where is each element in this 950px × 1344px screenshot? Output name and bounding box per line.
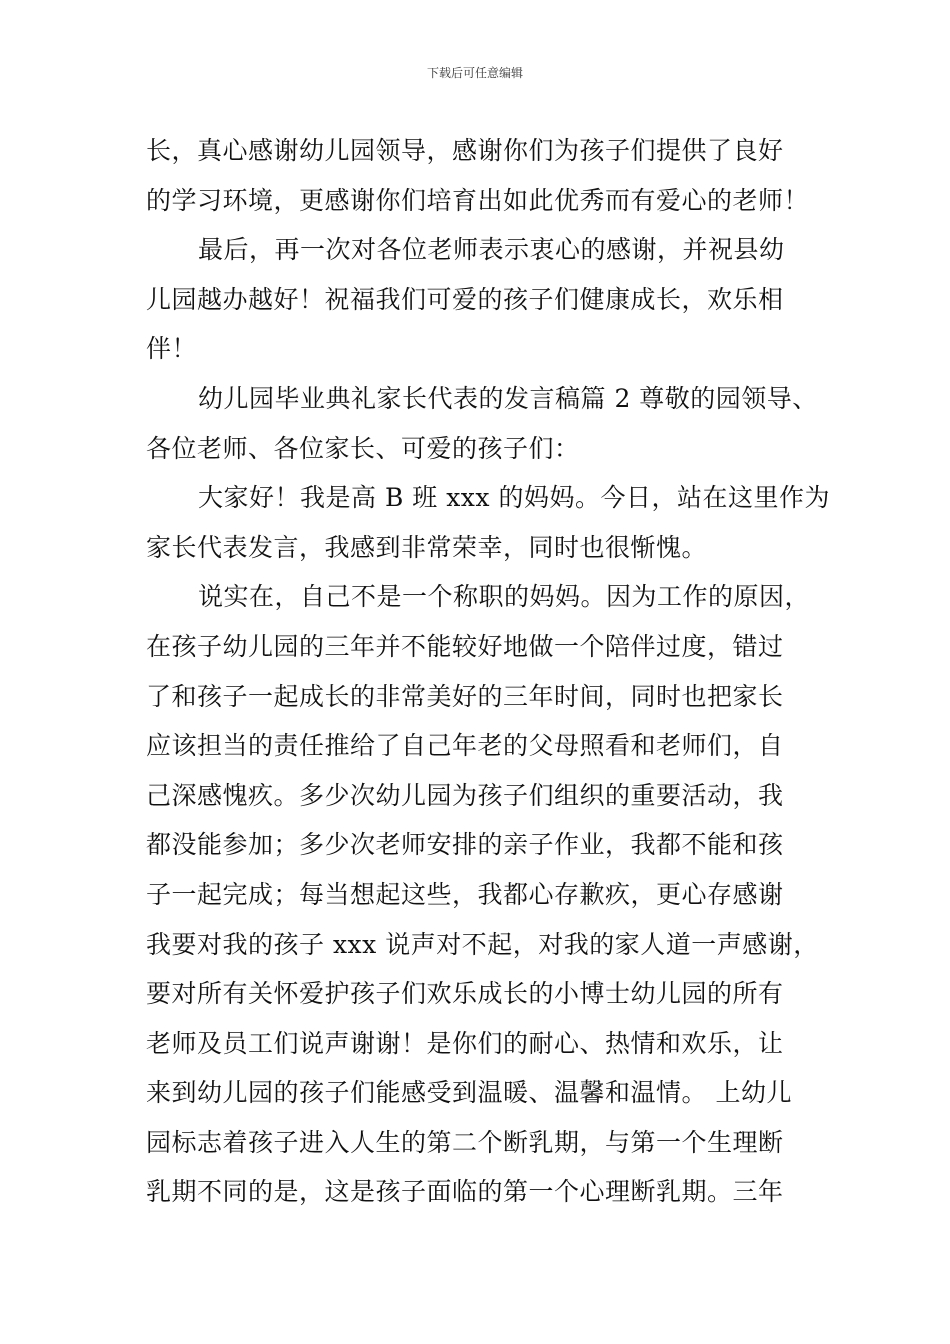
paragraph-start-line: 说实在，自己不是一个称职的妈妈。因为工作的原因， xyxy=(198,582,811,612)
text-line: 在孩子幼儿园的三年并不能较好地做一个陪伴过度，错过 xyxy=(146,631,784,661)
text-line: 己深感愧疚。多少次幼儿园为孩子们组织的重要活动，我 xyxy=(146,780,784,810)
paragraph-start-line: 幼儿园毕业典礼家长代表的发言稿篇 2 尊敬的园领导、 xyxy=(198,383,818,413)
text-line: 我要对我的孩子 xxx 说声对不起，对我的家人道一声感谢， xyxy=(146,929,819,959)
text-line: 儿园越办越好！祝福我们可爱的孩子们健康成长，欢乐相 xyxy=(146,284,784,314)
text-line: 长，真心感谢幼儿园领导，感谢你们为孩子们提供了良好 xyxy=(146,136,784,165)
paragraph-start-line: 最后，再一次对各位老师表示衷心的感谢，并祝县幼 xyxy=(198,235,785,265)
text-line: 园标志着孩子进入人生的第二个断乳期，与第一个生理断 xyxy=(146,1127,784,1157)
document-body xyxy=(146,126,830,1217)
text-line: 来到幼儿园的孩子们能感受到温暖、温馨和温情。 上幼儿 xyxy=(146,1078,792,1108)
text-line: 的学习环境，更感谢你们培育出如此优秀而有爱心的老师！ xyxy=(146,185,810,215)
text-line: 老师及员工们说声谢谢！是你们的耐心、热情和欢乐，让 xyxy=(146,1028,784,1058)
text-line: 了和孩子一起成长的非常美好的三年时间，同时也把家长 xyxy=(146,681,784,711)
text-line: 子一起完成；每当想起这些，我都心存歉疚，更心存感谢 xyxy=(146,879,784,909)
text-line: 要对所有关怀爱护孩子们欢乐成长的小博士幼儿园的所有 xyxy=(146,979,784,1009)
text-line: 应该担当的责任推给了自己年老的父母照看和老师们，自 xyxy=(146,731,784,761)
text-line: 伴！ xyxy=(146,334,198,364)
text-line: 各位老师、各位家长、可爱的孩子们： xyxy=(146,433,580,463)
text-line: 都没能参加；多少次老师安排的亲子作业，我都不能和孩 xyxy=(146,830,784,860)
text-line: 乳期不同的是，这是孩子面临的第一个心理断乳期。三年 xyxy=(146,1177,784,1207)
text-line: 家长代表发言，我感到非常荣幸，同时也很惭愧。 xyxy=(146,532,708,562)
page-header: 下载后可任意编辑 xyxy=(426,66,523,80)
paragraph-start-line: 大家好！我是高 B 班 xxx 的妈妈。今日，站在这里作为 xyxy=(198,483,830,513)
